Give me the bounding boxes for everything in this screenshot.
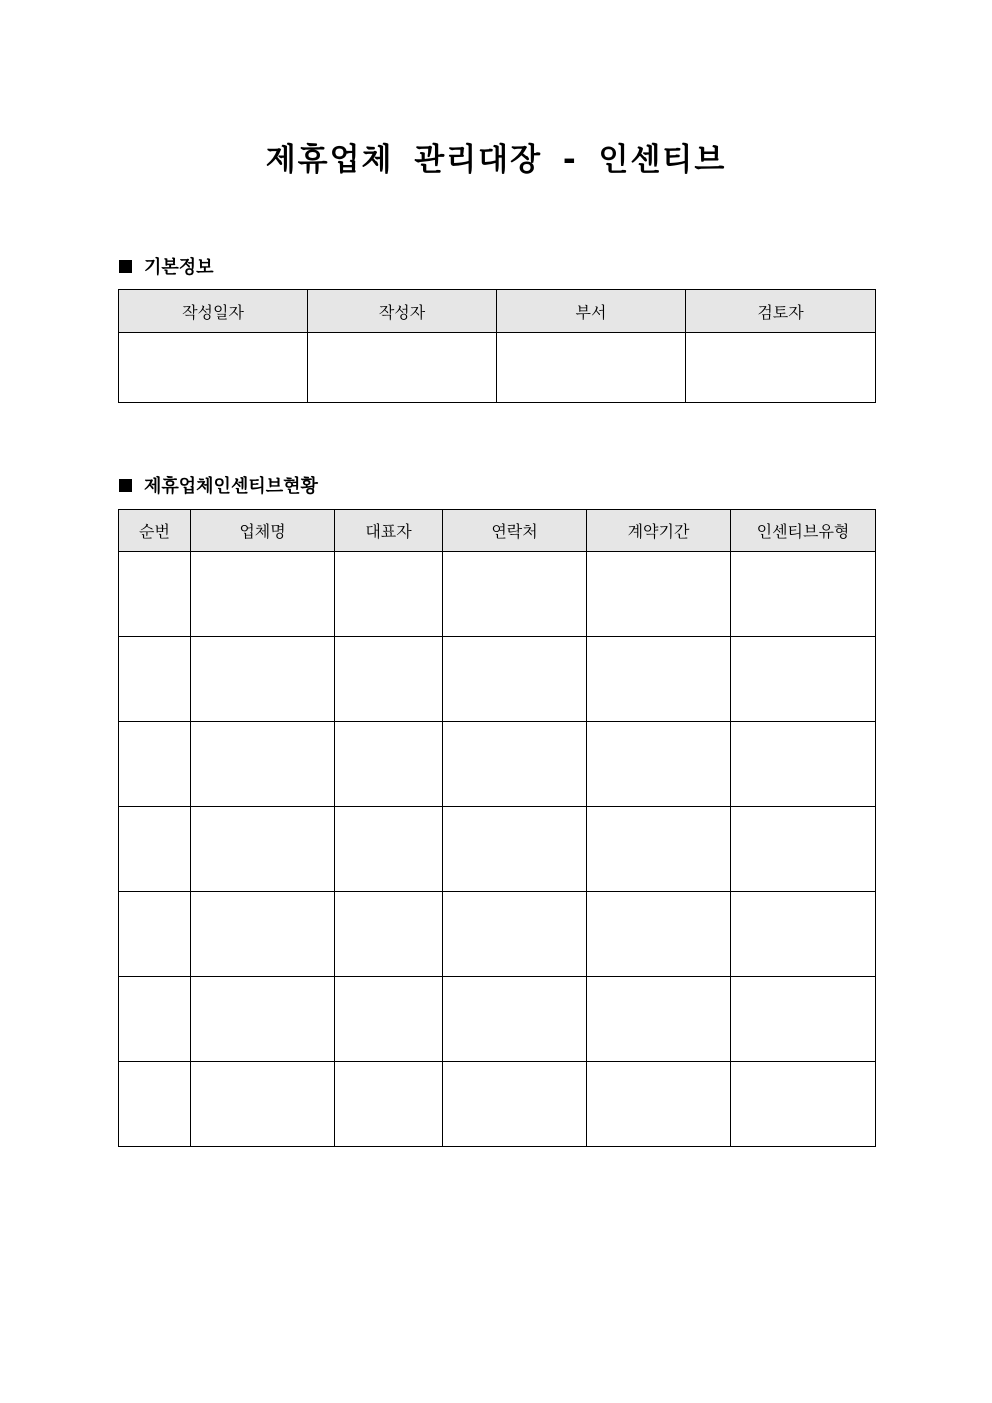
company-cell[interactable] <box>191 807 335 892</box>
table-row <box>119 637 876 722</box>
column-header-contract-period: 계약기간 <box>587 510 731 552</box>
representative-cell[interactable] <box>335 722 443 807</box>
section-heading-incentive-status <box>119 472 318 498</box>
incentive-type-cell[interactable] <box>731 807 876 892</box>
representative-cell[interactable] <box>335 552 443 637</box>
company-cell[interactable] <box>191 552 335 637</box>
incentive-type-cell[interactable] <box>731 637 876 722</box>
incentive-type-cell[interactable] <box>731 552 876 637</box>
square-bullet-icon <box>119 260 132 273</box>
number-cell[interactable] <box>119 722 191 807</box>
incentive-type-cell[interactable] <box>731 1062 876 1147</box>
representative-cell[interactable] <box>335 637 443 722</box>
column-header-incentive-type: 인센티브유형 <box>731 510 876 552</box>
company-cell[interactable] <box>191 977 335 1062</box>
representative-cell[interactable] <box>335 807 443 892</box>
table-row <box>119 1062 876 1147</box>
company-cell[interactable] <box>191 722 335 807</box>
contract-period-cell[interactable] <box>587 892 731 977</box>
column-header-department: 부서 <box>497 290 686 333</box>
author-cell[interactable] <box>308 333 497 403</box>
table-row <box>119 552 876 637</box>
contract-period-cell[interactable] <box>587 722 731 807</box>
table-row <box>119 892 876 977</box>
table-header-row <box>119 290 876 333</box>
contact-cell[interactable] <box>443 637 587 722</box>
table-row <box>119 722 876 807</box>
contract-period-cell[interactable] <box>587 807 731 892</box>
contract-period-cell[interactable] <box>587 1062 731 1147</box>
table-header-row <box>119 510 876 552</box>
contact-cell[interactable] <box>443 977 587 1062</box>
number-cell[interactable] <box>119 1062 191 1147</box>
table-row <box>119 807 876 892</box>
contract-period-cell[interactable] <box>587 552 731 637</box>
contact-cell[interactable] <box>443 552 587 637</box>
incentive-type-cell[interactable] <box>731 977 876 1062</box>
square-bullet-icon <box>119 479 132 492</box>
company-cell[interactable] <box>191 637 335 722</box>
representative-cell[interactable] <box>335 892 443 977</box>
column-header-number: 순번 <box>119 510 191 552</box>
basic-info-table <box>118 289 876 403</box>
contract-period-cell[interactable] <box>587 977 731 1062</box>
contact-cell[interactable] <box>443 892 587 977</box>
column-header-contact: 연락처 <box>443 510 587 552</box>
column-header-date: 작성일자 <box>119 290 308 333</box>
contact-cell[interactable] <box>443 1062 587 1147</box>
table-row <box>119 333 876 403</box>
company-cell[interactable] <box>191 892 335 977</box>
column-header-reviewer: 검토자 <box>686 290 876 333</box>
table-row <box>119 977 876 1062</box>
section-heading-label: 기본정보 <box>144 257 214 278</box>
column-header-representative: 대표자 <box>335 510 443 552</box>
section-heading-label: 제휴업체인센티브현황 <box>144 476 318 497</box>
department-cell[interactable] <box>497 333 686 403</box>
number-cell[interactable] <box>119 977 191 1062</box>
number-cell[interactable] <box>119 807 191 892</box>
number-cell[interactable] <box>119 892 191 977</box>
contact-cell[interactable] <box>443 722 587 807</box>
incentive-type-cell[interactable] <box>731 892 876 977</box>
incentive-type-cell[interactable] <box>731 722 876 807</box>
representative-cell[interactable] <box>335 977 443 1062</box>
contract-period-cell[interactable] <box>587 637 731 722</box>
section-heading-basic-info <box>119 253 214 279</box>
representative-cell[interactable] <box>335 1062 443 1147</box>
incentive-status-table <box>118 509 876 1147</box>
number-cell[interactable] <box>119 637 191 722</box>
document-title: 제휴업체 관리대장 - 인센티브 <box>265 142 727 178</box>
column-header-author: 작성자 <box>308 290 497 333</box>
column-header-company: 업체명 <box>191 510 335 552</box>
date-cell[interactable] <box>119 333 308 403</box>
contact-cell[interactable] <box>443 807 587 892</box>
company-cell[interactable] <box>191 1062 335 1147</box>
reviewer-cell[interactable] <box>686 333 876 403</box>
number-cell[interactable] <box>119 552 191 637</box>
